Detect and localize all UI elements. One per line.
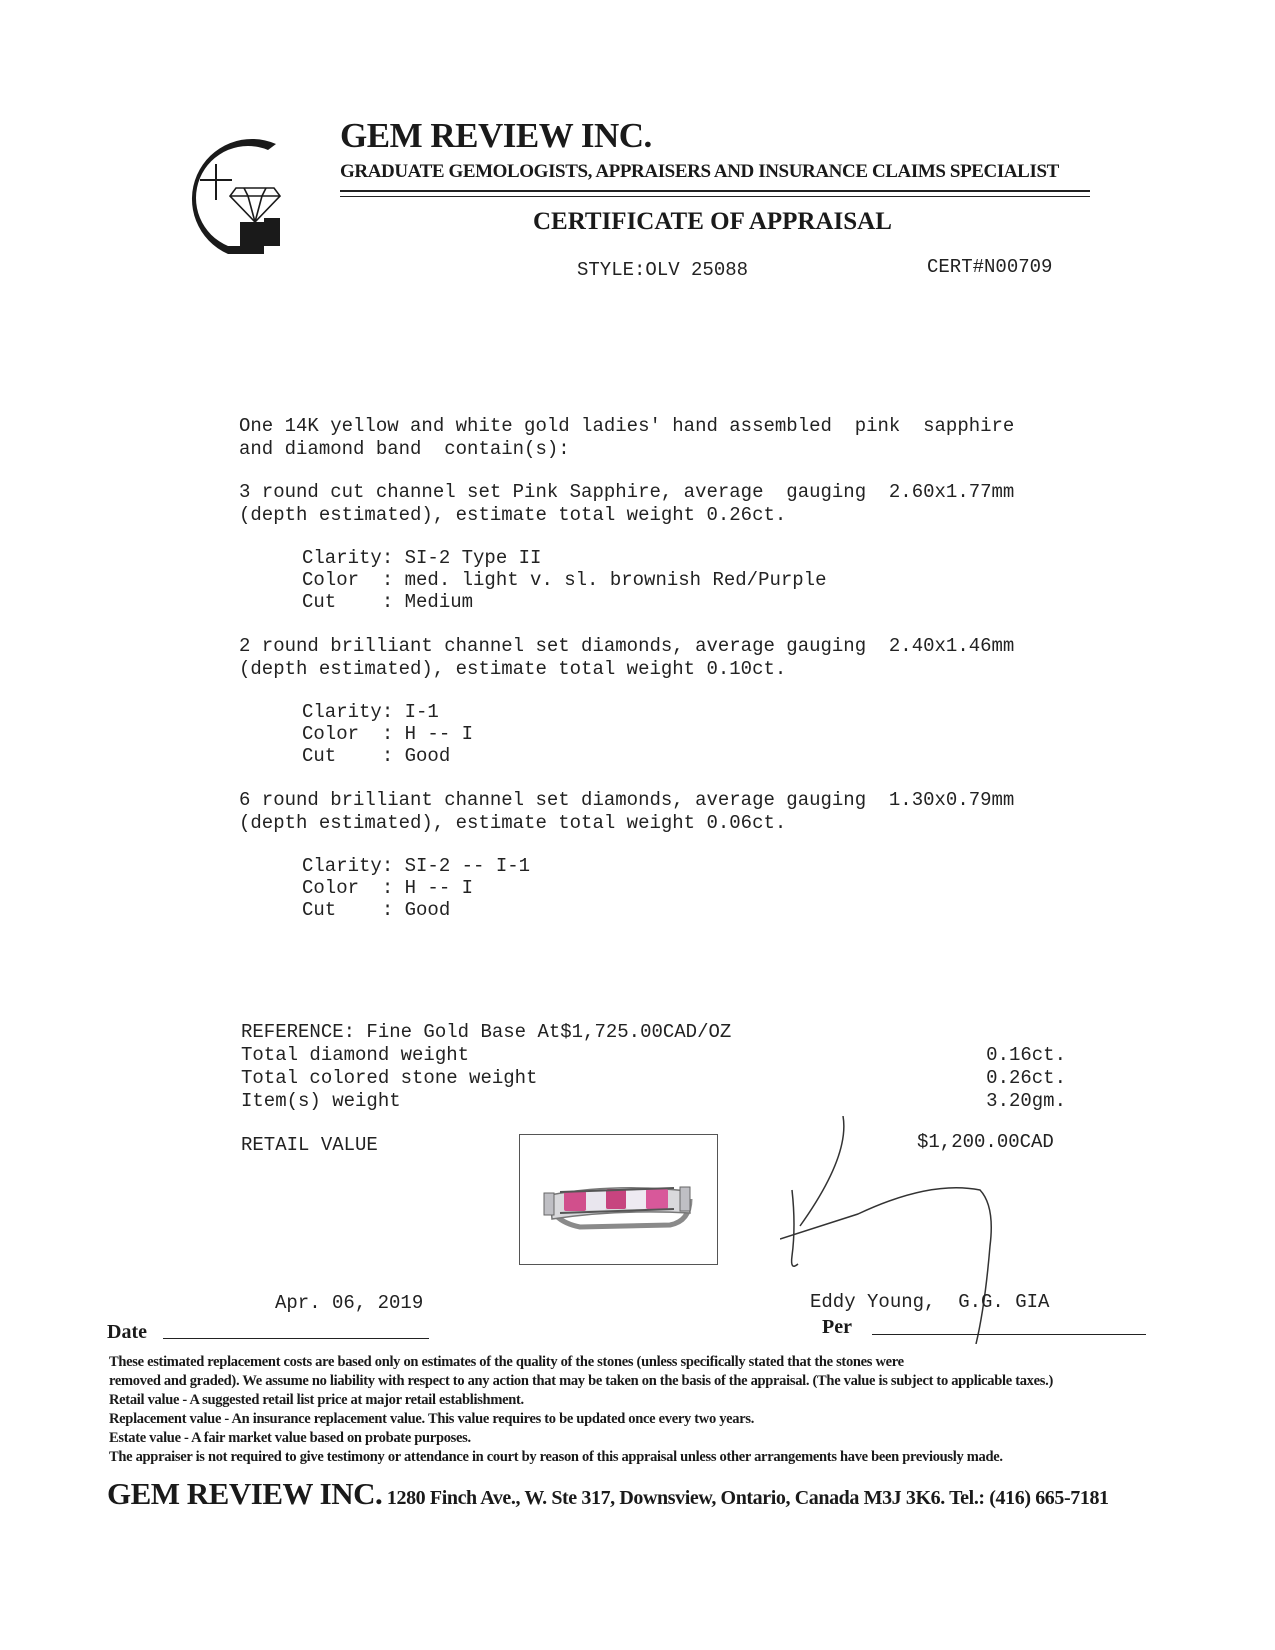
footer-address: 1280 Finch Ave., W. Ste 317, Downsview, Ontario, Canada M3J 3K6. Tel.: (416) 665-7181 xyxy=(382,1487,1109,1509)
cut-spec: Cut : Good xyxy=(302,745,451,767)
summary-row xyxy=(241,1067,1066,1090)
certificate-number: CERT#N00709 xyxy=(927,256,1053,278)
stone-group-pink-sapphire xyxy=(239,481,1014,527)
stone-line: (depth estimated), estimate total weight 0.06ct. xyxy=(239,812,787,834)
disclaimer-line: Estate value - A fair market value based on probate purposes. xyxy=(109,1430,471,1446)
footer-company-name: GEM REVIEW INC. xyxy=(107,1476,383,1511)
description-line: One 14K yellow and white gold ladies' hand assembled pink sapphire xyxy=(239,415,1015,437)
cut-spec: Cut : Medium xyxy=(302,591,474,613)
header-divider xyxy=(340,190,1090,192)
summary-label: Item(s) weight xyxy=(241,1090,401,1112)
header-divider-thin xyxy=(340,196,1090,197)
disclaimer-line: removed and graded). We assume no liability with respect to any action that may be taken on the basis of the appraisal. (The value is subject to applicable taxes.) xyxy=(109,1373,1053,1389)
summary-value: 3.20gm. xyxy=(986,1090,1066,1112)
summary-row xyxy=(241,1090,1066,1113)
stone-line: (depth estimated), estimate total weight 0.10ct. xyxy=(239,658,787,680)
stone-line: 3 round cut channel set Pink Sapphire, average gauging 2.60x1.77mm xyxy=(239,481,1015,503)
stone-line: 6 round brilliant channel set diamonds, average gauging 1.30x0.79mm xyxy=(239,789,1015,811)
disclaimer-line: Replacement value - An insurance replacement value. This value requires to be updated once every two years. xyxy=(109,1411,755,1427)
company-tagline: GRADUATE GEMOLOGISTS, APPRAISERS AND INSURANCE CLAIMS SPECIALIST xyxy=(340,161,1059,182)
disclaimer-line: Retail value - A suggested retail list price at major retail establishment. xyxy=(109,1392,524,1408)
gold-reference: REFERENCE: Fine Gold Base At$1,725.00CAD/OZ xyxy=(241,1021,732,1043)
retail-value-label: RETAIL VALUE xyxy=(241,1134,378,1156)
signature-line xyxy=(872,1334,1146,1335)
summary-value: 0.16ct. xyxy=(986,1044,1066,1066)
stone-specs xyxy=(302,547,827,613)
clarity-spec: Clarity: SI-2 Type II xyxy=(302,547,542,569)
appraiser-name: Eddy Young, G.G. GIA xyxy=(810,1291,1050,1313)
style-number: STYLE:OLV 25088 xyxy=(577,259,749,281)
item-description xyxy=(239,415,1014,461)
weights-summary xyxy=(241,1021,1066,1113)
stone-group-diamonds-2 xyxy=(239,635,1014,681)
color-spec: Color : H -- I xyxy=(302,723,474,745)
appraisal-date: Apr. 06, 2019 xyxy=(275,1292,424,1314)
description-line: and diamond band contain(s): xyxy=(239,438,570,460)
disclaimer-line: The appraiser is not required to give testimony or attendance in court by reason of this appraisal unless other arrangements have been previously made. xyxy=(109,1449,1003,1465)
stone-line: 2 round brilliant channel set diamonds, average gauging 2.40x1.46mm xyxy=(239,635,1015,657)
color-spec: Color : med. light v. sl. brownish Red/Purple xyxy=(302,569,827,591)
summary-label: Total diamond weight xyxy=(241,1044,470,1066)
summary-label: Total colored stone weight xyxy=(241,1067,538,1089)
cut-spec: Cut : Good xyxy=(302,899,451,921)
stone-line: (depth estimated), estimate total weight 0.26ct. xyxy=(239,504,787,526)
disclaimer-line: These estimated replacement costs are based only on estimates of the quality of the stones (unless specifically stated that the stones were xyxy=(109,1354,904,1370)
retail-value-amount: $1,200.00CAD xyxy=(917,1131,1054,1153)
company-name: GEM REVIEW INC. xyxy=(340,116,652,155)
color-spec: Color : H -- I xyxy=(302,877,474,899)
footer xyxy=(107,1476,1109,1512)
date-line xyxy=(163,1338,429,1339)
ring-photo xyxy=(519,1134,718,1265)
clarity-spec: Clarity: SI-2 -- I-1 xyxy=(302,855,531,877)
certificate-title: CERTIFICATE OF APPRAISAL xyxy=(533,208,892,235)
clarity-spec: Clarity: I-1 xyxy=(302,701,439,723)
stone-specs xyxy=(302,701,473,767)
summary-value: 0.26ct. xyxy=(986,1067,1066,1089)
stone-group-diamonds-6 xyxy=(239,789,1014,835)
summary-row xyxy=(241,1044,1066,1067)
company-logo xyxy=(168,122,298,262)
date-label: Date xyxy=(107,1321,147,1343)
stone-specs xyxy=(302,855,530,921)
per-label: Per xyxy=(822,1316,852,1338)
disclaimer xyxy=(109,1353,1209,1467)
